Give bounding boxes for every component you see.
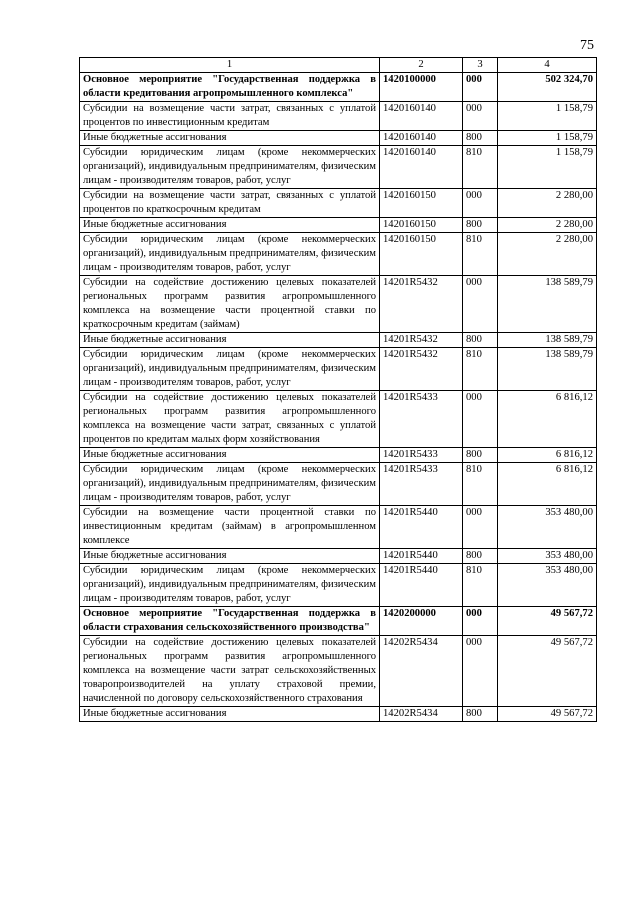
row-name-cell: Субсидии на содействие достижению целевых показателей региональных программ развития агропромышленного комплекса на возмещение части затрат сельскохозяйственных товаропроизводителей на уплату страховой премии, начисленной по договору сельскохозяйственного страхования bbox=[80, 636, 380, 707]
row-type-cell: 800 bbox=[463, 549, 498, 564]
row-name-cell: Субсидии на возмещение части затрат, связанных с уплатой процентов по инвестиционным кредитам bbox=[80, 102, 380, 131]
row-type-cell: 810 bbox=[463, 564, 498, 607]
header-col-code: 2 bbox=[380, 58, 463, 73]
row-amount-cell: 138 589,79 bbox=[498, 348, 597, 391]
row-code-cell: 14201R5440 bbox=[380, 564, 463, 607]
row-code-cell: 1420160150 bbox=[380, 218, 463, 233]
row-type-cell: 000 bbox=[463, 102, 498, 131]
row-code-cell: 14201R5432 bbox=[380, 276, 463, 333]
row-name-cell: Субсидии юридическим лицам (кроме некоммерческих организаций), индивидуальным предпринимателям, физическим лицам - производителям товаров, работ, услуг bbox=[80, 564, 380, 607]
header-col-amount: 4 bbox=[498, 58, 597, 73]
row-code-cell: 14201R5432 bbox=[380, 348, 463, 391]
row-type-cell: 800 bbox=[463, 333, 498, 348]
row-type-cell: 000 bbox=[463, 276, 498, 333]
row-amount-cell: 2 280,00 bbox=[498, 218, 597, 233]
row-type-cell: 000 bbox=[463, 391, 498, 448]
table-row bbox=[80, 549, 597, 564]
table-row bbox=[80, 506, 597, 549]
row-amount-cell: 138 589,79 bbox=[498, 333, 597, 348]
table-row bbox=[80, 146, 597, 189]
table-row bbox=[80, 333, 597, 348]
table-row bbox=[80, 131, 597, 146]
row-type-cell: 800 bbox=[463, 218, 498, 233]
row-code-cell: 14201R5433 bbox=[380, 463, 463, 506]
row-code-cell: 1420200000 bbox=[380, 607, 463, 636]
table-row bbox=[80, 233, 597, 276]
row-amount-cell: 138 589,79 bbox=[498, 276, 597, 333]
table-row bbox=[80, 102, 597, 131]
header-col-type: 3 bbox=[463, 58, 498, 73]
row-code-cell: 1420160140 bbox=[380, 146, 463, 189]
table-row bbox=[80, 463, 597, 506]
row-name-cell: Субсидии на возмещение части затрат, связанных с уплатой процентов по краткосрочным кредитам bbox=[80, 189, 380, 218]
row-code-cell: 14201R5440 bbox=[380, 549, 463, 564]
row-amount-cell: 2 280,00 bbox=[498, 189, 597, 218]
row-name-cell: Иные бюджетные ассигнования bbox=[80, 218, 380, 233]
row-amount-cell: 49 567,72 bbox=[498, 707, 597, 722]
row-code-cell: 14202R5434 bbox=[380, 707, 463, 722]
table-row bbox=[80, 448, 597, 463]
row-code-cell: 1420160150 bbox=[380, 233, 463, 276]
row-name-cell: Субсидии на содействие достижению целевых показателей региональных программ развития агропромышленного комплекса на возмещение части процентной ставки по краткосрочным кредитам (займам) bbox=[80, 276, 380, 333]
budget-table bbox=[79, 57, 597, 722]
row-amount-cell: 49 567,72 bbox=[498, 607, 597, 636]
table-row bbox=[80, 189, 597, 218]
row-name-cell: Иные бюджетные ассигнования bbox=[80, 131, 380, 146]
row-code-cell: 1420160140 bbox=[380, 131, 463, 146]
table-row bbox=[80, 276, 597, 333]
row-amount-cell: 1 158,79 bbox=[498, 146, 597, 189]
table-row-main-event bbox=[80, 607, 597, 636]
row-amount-cell: 1 158,79 bbox=[498, 131, 597, 146]
table-row bbox=[80, 707, 597, 722]
row-amount-cell: 353 480,00 bbox=[498, 506, 597, 549]
row-type-cell: 000 bbox=[463, 636, 498, 707]
table-header-row bbox=[80, 58, 597, 73]
row-amount-cell: 49 567,72 bbox=[498, 636, 597, 707]
row-name-cell: Иные бюджетные ассигнования bbox=[80, 549, 380, 564]
row-amount-cell: 6 816,12 bbox=[498, 391, 597, 448]
row-name-cell: Субсидии юридическим лицам (кроме некоммерческих организаций), индивидуальным предпринимателям, физическим лицам - производителям товаров, работ, услуг bbox=[80, 233, 380, 276]
row-type-cell: 810 bbox=[463, 233, 498, 276]
row-code-cell: 14201R5433 bbox=[380, 448, 463, 463]
row-amount-cell: 1 158,79 bbox=[498, 102, 597, 131]
page-number: 75 bbox=[580, 38, 594, 53]
row-code-cell: 14201R5432 bbox=[380, 333, 463, 348]
row-code-cell: 1420160140 bbox=[380, 102, 463, 131]
row-type-cell: 000 bbox=[463, 506, 498, 549]
row-name-cell: Субсидии юридическим лицам (кроме некоммерческих организаций), индивидуальным предпринимателям, физическим лицам - производителям товаров, работ, услуг bbox=[80, 348, 380, 391]
row-type-cell: 000 bbox=[463, 607, 498, 636]
row-name-cell: Иные бюджетные ассигнования bbox=[80, 333, 380, 348]
header-col-name: 1 bbox=[80, 58, 380, 73]
row-code-cell: 14201R5440 bbox=[380, 506, 463, 549]
row-type-cell: 810 bbox=[463, 348, 498, 391]
row-amount-cell: 6 816,12 bbox=[498, 448, 597, 463]
table-row bbox=[80, 391, 597, 448]
row-code-cell: 1420100000 bbox=[380, 73, 463, 102]
row-name-cell: Субсидии юридическим лицам (кроме некоммерческих организаций), индивидуальным предпринимателям, физическим лицам - производителям товаров, работ, услуг bbox=[80, 463, 380, 506]
row-name-cell: Основное мероприятие "Государственная поддержка в области страхования сельскохозяйственного производства" bbox=[80, 607, 380, 636]
row-name-cell: Основное мероприятие "Государственная поддержка в области кредитования агропромышленного комплекса" bbox=[80, 73, 380, 102]
row-amount-cell: 353 480,00 bbox=[498, 564, 597, 607]
row-amount-cell: 502 324,70 bbox=[498, 73, 597, 102]
table-row bbox=[80, 348, 597, 391]
row-type-cell: 800 bbox=[463, 707, 498, 722]
row-name-cell: Иные бюджетные ассигнования bbox=[80, 448, 380, 463]
row-amount-cell: 2 280,00 bbox=[498, 233, 597, 276]
row-amount-cell: 6 816,12 bbox=[498, 463, 597, 506]
row-name-cell: Иные бюджетные ассигнования bbox=[80, 707, 380, 722]
row-code-cell: 1420160150 bbox=[380, 189, 463, 218]
row-code-cell: 14201R5433 bbox=[380, 391, 463, 448]
row-code-cell: 14202R5434 bbox=[380, 636, 463, 707]
row-amount-cell: 353 480,00 bbox=[498, 549, 597, 564]
row-type-cell: 800 bbox=[463, 131, 498, 146]
row-type-cell: 000 bbox=[463, 73, 498, 102]
row-name-cell: Субсидии юридическим лицам (кроме некоммерческих организаций), индивидуальным предпринимателям, физическим лицам - производителям товаров, работ, услуг bbox=[80, 146, 380, 189]
row-type-cell: 000 bbox=[463, 189, 498, 218]
row-type-cell: 800 bbox=[463, 448, 498, 463]
table-row-main-event bbox=[80, 73, 597, 102]
table-row bbox=[80, 636, 597, 707]
row-type-cell: 810 bbox=[463, 146, 498, 189]
table-row bbox=[80, 564, 597, 607]
table-row bbox=[80, 218, 597, 233]
row-name-cell: Субсидии на возмещение части процентной ставки по инвестиционным кредитам (займам) в агропромышленном комплексе bbox=[80, 506, 380, 549]
row-type-cell: 810 bbox=[463, 463, 498, 506]
row-name-cell: Субсидии на содействие достижению целевых показателей региональных программ развития агропромышленного комплекса на возмещение части затрат, связанных с уплатой процентов по кредитам малых форм хозяйствования bbox=[80, 391, 380, 448]
